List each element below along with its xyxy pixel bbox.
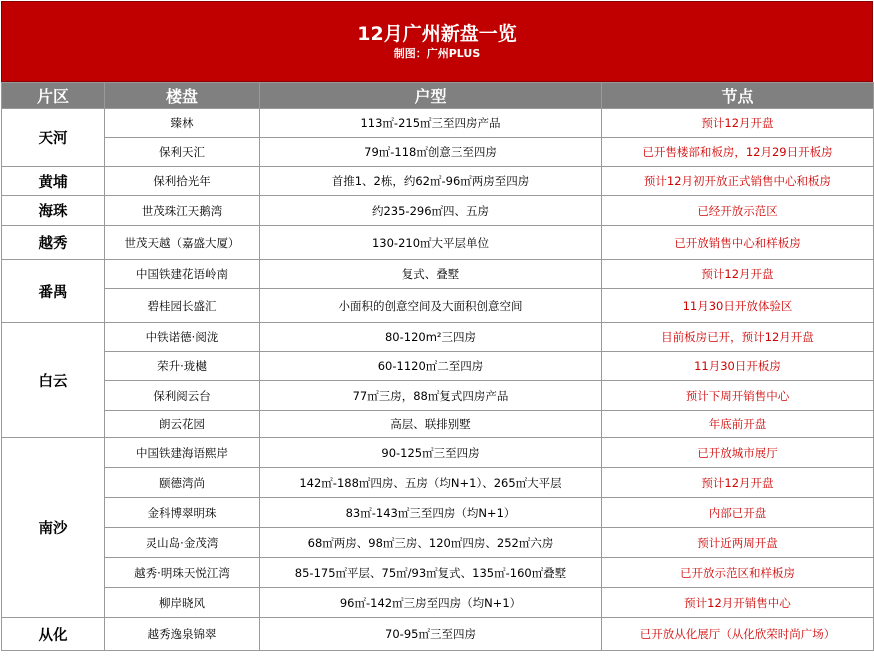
district-cell: 越秀 (2, 226, 105, 260)
node-cell: 预计近两周开盘 (602, 528, 874, 558)
node-cell: 已开放示范区和样板房 (602, 558, 874, 588)
table-row (2, 167, 874, 196)
node-cell: 11月30日开板房 (602, 352, 874, 381)
layout-cell: 90-125㎡三至四房 (260, 438, 602, 468)
layout-cell: 77㎡三房，88㎡复式四房产品 (260, 381, 602, 411)
layout-cell: 83㎡-143㎡三至四房（均N+1） (260, 498, 602, 528)
project-cell: 世茂珠江天鹅湾 (105, 196, 260, 226)
project-cell: 灵山岛·金茂湾 (105, 528, 260, 558)
project-cell: 中铁诺德·阅泷 (105, 323, 260, 352)
layout-cell: 113㎡-215㎡三至四房产品 (260, 109, 602, 138)
header-node: 节点 (602, 83, 874, 109)
district-cell: 黄埔 (2, 167, 105, 196)
project-cell: 臻林 (105, 109, 260, 138)
node-cell: 预计12月开盘 (602, 109, 874, 138)
district-cell: 番禺 (2, 260, 105, 323)
header-project: 楼盘 (105, 83, 260, 109)
node-cell: 已开放从化展厅（从化欣荣时尚广场） (602, 618, 874, 651)
table-row (2, 411, 874, 438)
layout-cell: 60-1120㎡二至四房 (260, 352, 602, 381)
listing-table (1, 82, 874, 651)
district-cell: 从化 (2, 618, 105, 651)
title-banner (1, 1, 873, 82)
table-row (2, 352, 874, 381)
district-cell: 海珠 (2, 196, 105, 226)
node-cell: 已开售楼部和板房，12月29日开板房 (602, 138, 874, 167)
header-district: 片区 (2, 83, 105, 109)
table-row (2, 289, 874, 323)
layout-cell: 96㎡-142㎡三房至四房（均N+1） (260, 588, 602, 618)
node-cell: 预计12月开盘 (602, 260, 874, 289)
project-cell: 荣升·珑樾 (105, 352, 260, 381)
table-row (2, 196, 874, 226)
project-cell: 保利拾光年 (105, 167, 260, 196)
table-row (2, 588, 874, 618)
node-cell: 11月30日开放体验区 (602, 289, 874, 323)
page-subtitle: 制图：广州PLUS (393, 47, 481, 60)
layout-cell: 小面积的创意空间及大面积创意空间 (260, 289, 602, 323)
table-row (2, 226, 874, 260)
sheet (1, 1, 873, 653)
table-row (2, 618, 874, 651)
layout-cell: 复式、叠墅 (260, 260, 602, 289)
project-cell: 世茂天越（嘉盛大厦） (105, 226, 260, 260)
project-cell: 颐德湾尚 (105, 468, 260, 498)
node-cell: 预计12月开销售中心 (602, 588, 874, 618)
project-cell: 越秀·明珠天悦江湾 (105, 558, 260, 588)
project-cell: 保利阅云台 (105, 381, 260, 411)
table-row (2, 138, 874, 167)
node-cell: 预计下周开销售中心 (602, 381, 874, 411)
layout-cell: 80-120m²三四房 (260, 323, 602, 352)
table-row (2, 323, 874, 352)
table-row (2, 528, 874, 558)
layout-cell: 首推1、2栋，约62㎡-96㎡两房至四房 (260, 167, 602, 196)
project-cell: 中国铁建海语熙岸 (105, 438, 260, 468)
layout-cell: 85-175㎡平层、75㎡/93㎡复式、135㎡-160㎡叠墅 (260, 558, 602, 588)
layout-cell: 130-210㎡大平层单位 (260, 226, 602, 260)
node-cell: 已经开放示范区 (602, 196, 874, 226)
layout-cell: 79㎡-118㎡创意三至四房 (260, 138, 602, 167)
page-title: 12月广州新盘一览 (357, 23, 517, 45)
node-cell: 预计12月开盘 (602, 468, 874, 498)
district-cell: 白云 (2, 323, 105, 438)
table-row (2, 438, 874, 468)
table-row (2, 381, 874, 411)
node-cell: 已开放城市展厅 (602, 438, 874, 468)
project-cell: 保利天汇 (105, 138, 260, 167)
project-cell: 朗云花园 (105, 411, 260, 438)
project-cell: 中国铁建花语岭南 (105, 260, 260, 289)
layout-cell: 68㎡两房、98㎡三房、120㎡四房、252㎡六房 (260, 528, 602, 558)
node-cell: 目前板房已开，预计12月开盘 (602, 323, 874, 352)
layout-cell: 70-95㎡三至四房 (260, 618, 602, 651)
node-cell: 已开放销售中心和样板房 (602, 226, 874, 260)
table-row (2, 558, 874, 588)
layout-cell: 高层、联排别墅 (260, 411, 602, 438)
node-cell: 年底前开盘 (602, 411, 874, 438)
table-row (2, 468, 874, 498)
layout-cell: 约235-296㎡四、五房 (260, 196, 602, 226)
table-body (2, 109, 874, 651)
district-cell: 天河 (2, 109, 105, 167)
node-cell: 预计12月初开放正式销售中心和板房 (602, 167, 874, 196)
header-row (2, 83, 874, 109)
project-cell: 柳岸晓风 (105, 588, 260, 618)
project-cell: 碧桂园长盛汇 (105, 289, 260, 323)
table-row (2, 109, 874, 138)
project-cell: 越秀逸泉锦翠 (105, 618, 260, 651)
table-row (2, 498, 874, 528)
table-row (2, 260, 874, 289)
node-cell: 内部已开盘 (602, 498, 874, 528)
district-cell: 南沙 (2, 438, 105, 618)
header-layout: 户型 (260, 83, 602, 109)
layout-cell: 142㎡-188㎡四房、五房（均N+1）、265㎡大平层 (260, 468, 602, 498)
project-cell: 金科博翠明珠 (105, 498, 260, 528)
